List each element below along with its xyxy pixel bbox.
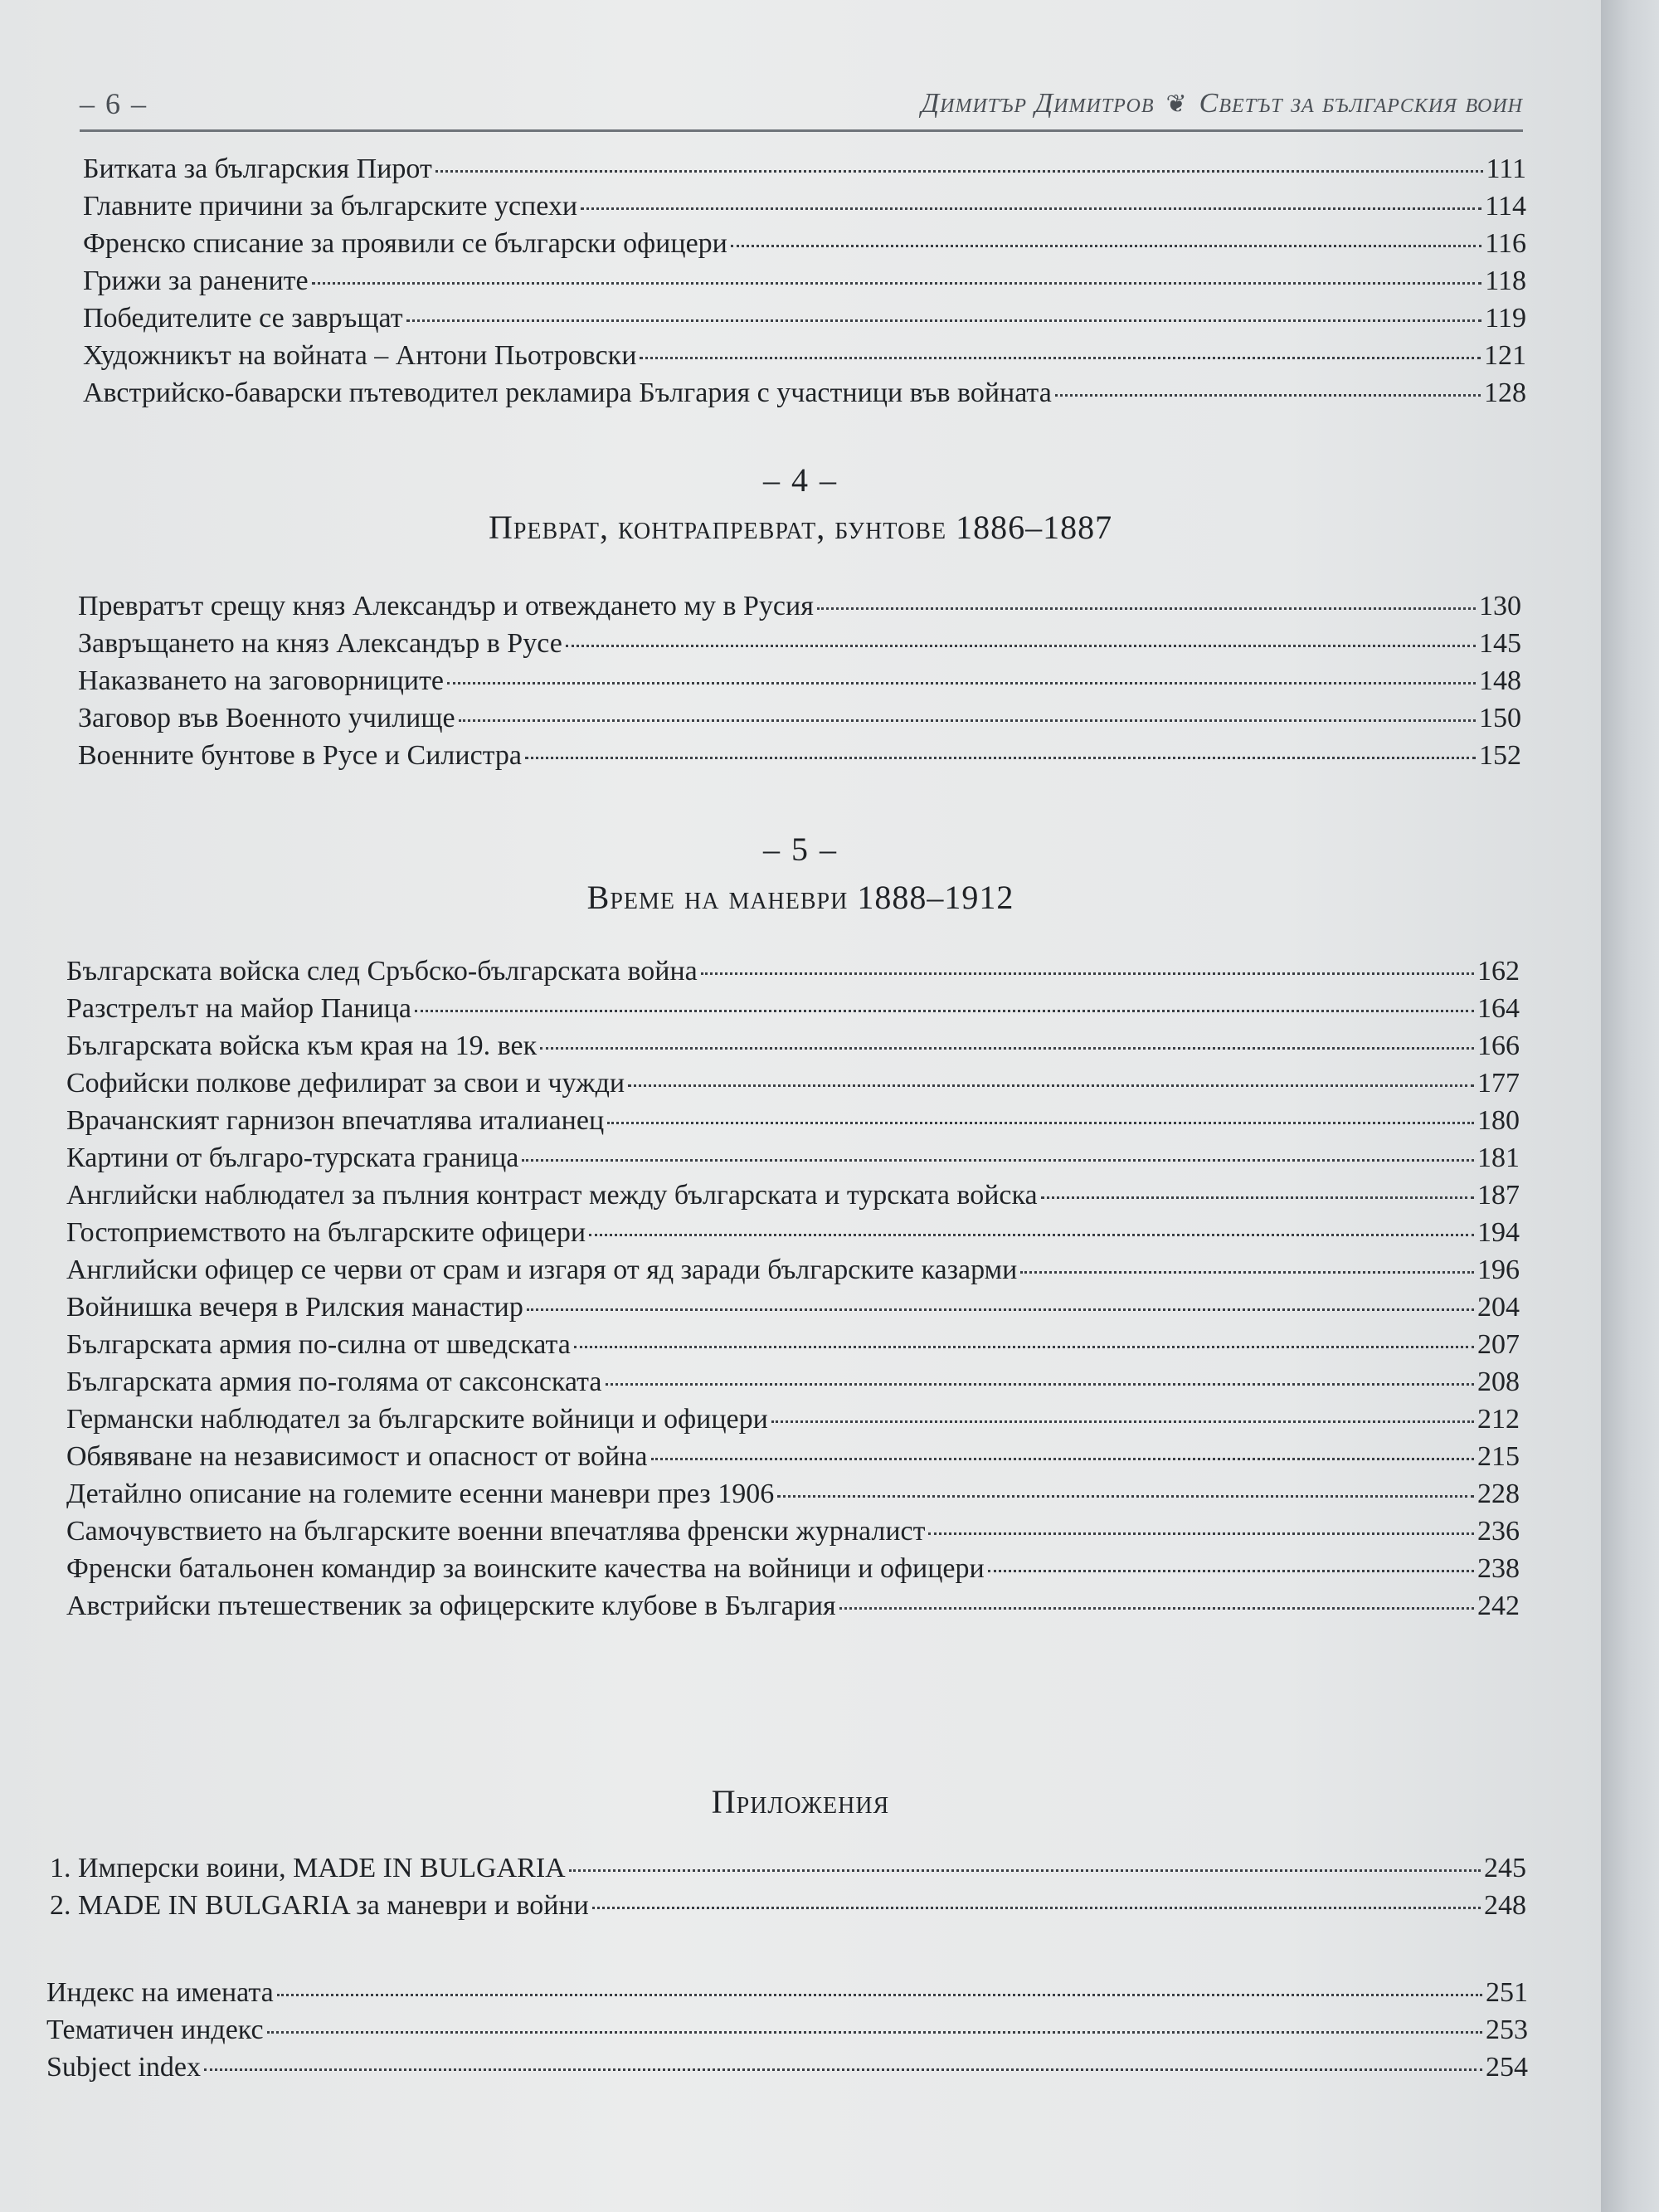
dot-leader [817, 607, 1476, 610]
dot-leader [606, 1382, 1475, 1386]
toc-entry-title: Френски батальонен командир за воинските качества на войници и офицери [66, 1553, 985, 1584]
toc-entry-page: 242 [1477, 1591, 1520, 1621]
toc-entry [66, 1479, 1520, 1516]
dot-leader [607, 1121, 1474, 1124]
toc-entry-page: 207 [1477, 1329, 1520, 1360]
dot-leader [928, 1532, 1474, 1535]
toc-entry [78, 665, 1521, 703]
dot-leader [1020, 1270, 1474, 1274]
dot-leader [277, 1993, 1482, 1996]
toc-entry-page: 238 [1477, 1553, 1520, 1584]
appendices-title: Приложения [711, 1783, 890, 1820]
toc-entry-title: Наказването на заговорниците [78, 665, 445, 696]
chapter-number: – 4 – [763, 461, 838, 499]
dot-leader [527, 1308, 1474, 1311]
toc-entry-title: Софийски полкове дефилират за свои и чужди [66, 1068, 625, 1099]
toc-entry-page: 145 [1479, 628, 1521, 659]
toc-entry [78, 703, 1521, 740]
toc-entry-title: Заговор във Военното училище [78, 703, 455, 733]
dot-leader [522, 1158, 1474, 1162]
header-rule [80, 129, 1523, 132]
toc-entry-page: 152 [1479, 740, 1521, 771]
toc-entry [66, 1105, 1520, 1143]
dot-leader [640, 356, 1481, 359]
toc-chapter-5 [66, 956, 1520, 1628]
toc-entry-title: Детайлно описание на големите есенни маневри през 1906 [66, 1479, 775, 1509]
book-title: Светът за българския воин [1199, 88, 1523, 119]
dot-leader [1041, 1196, 1474, 1199]
toc-entry-page: 215 [1477, 1441, 1520, 1472]
toc-entry-page: 150 [1479, 703, 1521, 733]
toc-entry-title: Френско списание за проявили се български офицери [83, 228, 727, 259]
toc-entry-page: 118 [1485, 266, 1526, 296]
toc-entry-title: Тематичен индекс [46, 2015, 264, 2045]
page-edge [1601, 0, 1659, 2212]
chapter-title: Време на маневри 1888–1912 [586, 879, 1014, 916]
toc-entry-title: Българската армия по-голяма от саксонската [66, 1367, 602, 1397]
toc-entry-title: Българската войска след Сръбско-българската война [66, 956, 698, 987]
toc-entry [46, 1977, 1528, 2015]
toc-entry-title: Гостоприемството на българските офицери [66, 1217, 586, 1248]
toc-entry [50, 1890, 1526, 1927]
toc-entry-title: Врачанският гарнизон впечатлява италианец [66, 1105, 605, 1136]
toc-entry-page: 253 [1486, 2015, 1528, 2045]
running-header [80, 81, 1523, 131]
toc-indexes [46, 1977, 1528, 2089]
toc-entry-title: Военните бунтове в Русе и Силистра [78, 740, 523, 771]
toc-entry-page: 111 [1486, 153, 1526, 184]
toc-entry [66, 1441, 1520, 1479]
toc-entry-page: 119 [1485, 303, 1526, 334]
toc-entry-title: Индекс на имената [46, 1977, 274, 2008]
toc-entry-title: Превратът срещу княз Александър и отвеждането му в Русия [78, 591, 814, 621]
toc-entry-title: Картини от българо-турската граница [66, 1143, 519, 1173]
toc-entry [83, 303, 1526, 340]
toc-section-3 [83, 153, 1526, 415]
toc-entry-title: Художникът на войната – Антони Пьотровски [83, 340, 637, 371]
dot-leader [988, 1569, 1474, 1572]
toc-entry [50, 1853, 1526, 1890]
toc-entry [66, 1367, 1520, 1404]
author-name: Димитър Димитров [921, 88, 1155, 119]
toc-entry [66, 1217, 1520, 1255]
toc-entry-title: Обявяване на независимост и опасност от война [66, 1441, 648, 1472]
toc-entry [83, 340, 1526, 378]
dot-leader [525, 756, 1476, 759]
toc-entry-page: 177 [1477, 1068, 1520, 1099]
dot-leader [435, 169, 1483, 173]
toc-entry [46, 2015, 1528, 2052]
toc-entry-title: Българската армия по-силна от шведската [66, 1329, 571, 1360]
toc-entry-page: 166 [1477, 1030, 1520, 1061]
toc-entry-title: Subject index [46, 2052, 202, 2083]
toc-entry-title: Английски офицер се черви от срам и изгаря от яд заради българските казарми [66, 1255, 1018, 1285]
leaf-fleuron-icon: ❦ [1165, 90, 1188, 118]
dot-leader [731, 244, 1481, 247]
dot-leader [447, 681, 1476, 685]
toc-entry-page: 121 [1484, 340, 1526, 371]
toc-entry-title: Грижи за ранените [83, 266, 309, 296]
toc-entry-page: 148 [1479, 665, 1521, 696]
dot-leader [566, 644, 1476, 647]
dot-leader [1055, 393, 1481, 397]
toc-entry-page: 228 [1477, 1479, 1520, 1509]
dot-leader [651, 1457, 1474, 1460]
dot-leader [459, 719, 1476, 722]
dot-leader [540, 1046, 1474, 1050]
toc-entry-page: 251 [1486, 1977, 1528, 2008]
dot-leader [581, 207, 1481, 210]
dot-leader [592, 1906, 1481, 1909]
toc-entry-title: Германски наблюдател за българските войници и офицери [66, 1404, 768, 1435]
toc-entry [83, 378, 1526, 415]
toc-entry [66, 1591, 1520, 1628]
toc-entry-page: 208 [1477, 1367, 1520, 1397]
toc-entry [78, 628, 1521, 665]
toc-entry [66, 1516, 1520, 1553]
toc-entry-title: Българската войска към края на 19. век [66, 1030, 538, 1061]
toc-entry-page: 245 [1484, 1853, 1526, 1883]
toc-entry-page: 128 [1484, 378, 1526, 408]
toc-entry-page: 236 [1477, 1516, 1520, 1547]
dot-leader [415, 1009, 1474, 1012]
toc-entry-page: 116 [1485, 228, 1526, 259]
toc-entry [83, 228, 1526, 266]
dot-leader [589, 1233, 1474, 1236]
dot-leader [406, 319, 1482, 322]
toc-entry-title: Австрийски пътешественик за офицерските клубове в България [66, 1591, 836, 1621]
toc-entry [83, 191, 1526, 228]
dot-leader [267, 2030, 1482, 2034]
toc-entry [66, 1329, 1520, 1367]
toc-entry-page: 194 [1477, 1217, 1520, 1248]
toc-entry-page: 162 [1477, 956, 1520, 987]
toc-entry-page: 114 [1485, 191, 1526, 222]
chapter-title: Преврат, контрапреврат, бунтове 1886–1887 [488, 509, 1113, 546]
dot-leader [701, 972, 1474, 975]
toc-entry-page: 164 [1477, 993, 1520, 1024]
dot-leader [312, 281, 1482, 285]
toc-entry [66, 1292, 1520, 1329]
toc-entry [66, 1068, 1520, 1105]
toc-entry [83, 266, 1526, 303]
toc-entry [66, 1404, 1520, 1441]
toc-entry-title: Самочувствието на българските военни впечатлява френски журналист [66, 1516, 926, 1547]
toc-entry [66, 956, 1520, 993]
toc-entry [46, 2052, 1528, 2089]
toc-entry-title: Главните причини за българските успехи [83, 191, 578, 222]
toc-entry-page: 248 [1484, 1890, 1526, 1921]
toc-entry-title: Войнишка вечеря в Рилския манастир [66, 1292, 523, 1323]
toc-entry [83, 153, 1526, 191]
toc-chapter-4 [78, 591, 1521, 777]
toc-entry [66, 993, 1520, 1030]
toc-entry-page: 196 [1477, 1255, 1520, 1285]
dot-leader [569, 1869, 1481, 1872]
toc-entry-page: 181 [1477, 1143, 1520, 1173]
toc-entry-title: Английски наблюдател за пълния контраст между българската и турската войска [66, 1180, 1038, 1211]
toc-entry [66, 1030, 1520, 1068]
toc-entry-title: 1. Имперски воини, MADE IN BULGARIA [50, 1853, 566, 1883]
toc-entry-title: Разстрелът на майор Паница [66, 993, 411, 1024]
toc-entry-title: 2. MADE IN BULGARIA за маневри и войни [50, 1890, 589, 1921]
dot-leader [628, 1084, 1474, 1087]
toc-entry-page: 212 [1477, 1404, 1520, 1435]
toc-entry-page: 204 [1477, 1292, 1520, 1323]
toc-entry-title: Австрийско-баварски пътеводител рекламира България с участници във войната [83, 378, 1052, 408]
toc-entry-page: 254 [1486, 2052, 1528, 2083]
dot-leader [777, 1494, 1474, 1498]
toc-entry-page: 187 [1477, 1180, 1520, 1211]
toc-entry-title: Победителите се завръщат [83, 303, 403, 334]
dot-leader [771, 1420, 1474, 1423]
page-number: – 6 – [80, 87, 148, 120]
dot-leader [574, 1345, 1474, 1348]
toc-appendices [50, 1853, 1526, 1927]
toc-entry-title: Битката за българския Пирот [83, 153, 432, 184]
toc-entry [66, 1180, 1520, 1217]
chapter-number: – 5 – [763, 831, 838, 868]
running-title [922, 88, 1523, 119]
dot-leader [839, 1606, 1474, 1610]
toc-entry [66, 1143, 1520, 1180]
toc-entry [78, 591, 1521, 628]
toc-entry-title: Завръщането на княз Александър в Русе [78, 628, 562, 659]
toc-entry-page: 180 [1477, 1105, 1520, 1136]
toc-entry-page: 130 [1479, 591, 1521, 621]
dot-leader [204, 2068, 1482, 2071]
toc-entry [78, 740, 1521, 777]
toc-entry [66, 1553, 1520, 1591]
toc-entry [66, 1255, 1520, 1292]
